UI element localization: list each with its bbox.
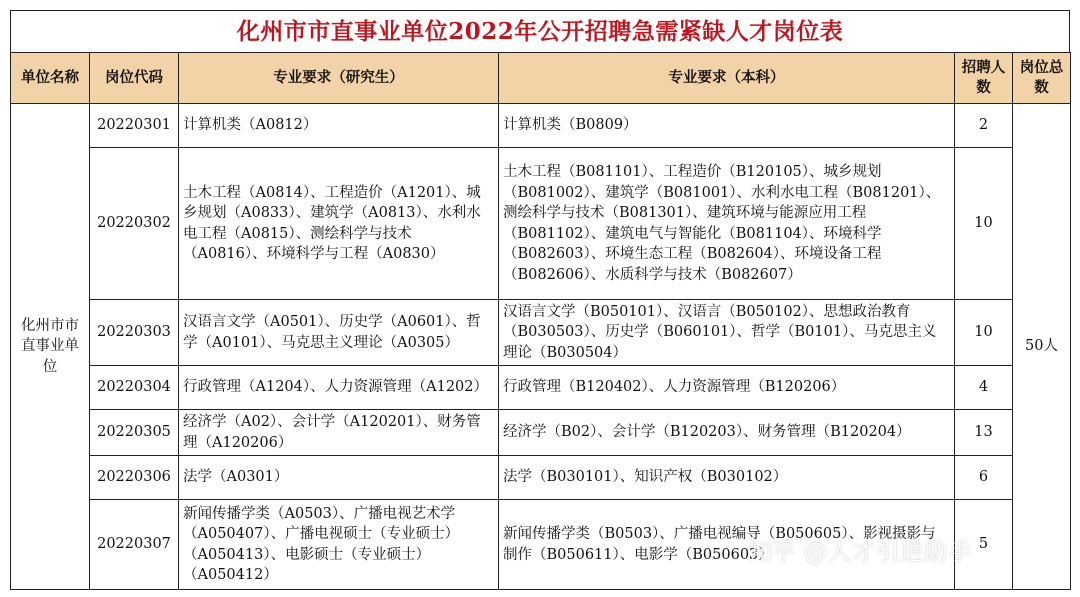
grad-requirement: 汉语言文学（A0501）、历史学（A0601）、哲学（A0101）、马克思主义理论（A0305）: [179, 300, 499, 366]
hire-count: 13: [955, 410, 1013, 456]
undergrad-requirement: 土木工程（B081101）、工程造价（B120105）、城乡规划（B081002）、建筑学（B081001）、水利水电工程（B081201）、测绘科学与技术（B081301）、建筑环境与能源应用工程（B081102）、建筑电气与智能化（B081104）、环境科学（B082603）、环境生态工程（B082604）、环境设备工程（B082606）、水质科学与技术（B082607）: [499, 148, 955, 300]
grad-requirement: 新闻传播学类（A0503）、广播电视艺术学（A050407）、广播电视硕士（专业硕士）（A050413）、电影硕士（专业硕士）（A050412）: [179, 500, 499, 590]
undergrad-requirement: 经济学（B02）、会计学（B120203）、财务管理（B120204）: [499, 410, 955, 456]
table-row: [11, 300, 1071, 366]
grad-requirement: 计算机类（A0812）: [179, 104, 499, 148]
total-positions-cell: 50人: [1013, 104, 1071, 590]
watermark: 知乎 @人才引进助手: [748, 538, 972, 566]
table-row: [11, 500, 1071, 590]
position-code: 20220306: [90, 456, 179, 500]
undergrad-requirement: 新闻传播学类（B0503）、广播电视编导（B050605）、影视摄影与制作（B050611）、电影学（B050603）: [499, 500, 955, 590]
position-code: 20220303: [90, 300, 179, 366]
hire-count: 10: [955, 148, 1013, 300]
position-code: 20220302: [90, 148, 179, 300]
grad-requirement: 法学（A0301）: [179, 456, 499, 500]
table-row: [11, 410, 1071, 456]
undergrad-requirement: 计算机类（B0809）: [499, 104, 955, 148]
table-title: 化州市市直事业单位2022年公开招聘急需紧缺人才岗位表: [10, 10, 1070, 52]
hire-count: 10: [955, 300, 1013, 366]
header-count: 招聘人数: [955, 53, 1013, 104]
table-row: [11, 148, 1071, 300]
grad-requirement: 土木工程（A0814）、工程造价（A1201）、城乡规划（A0833）、建筑学（A0813）、水利水电工程（A0815）、测绘科学与技术（A0816）、环境科学与工程（A0830）: [179, 148, 499, 300]
position-code: 20220305: [90, 410, 179, 456]
header-row: [11, 53, 1071, 104]
undergrad-requirement: 行政管理（B120402）、人力资源管理（B120206）: [499, 366, 955, 410]
undergrad-requirement: 汉语言文学（B050101）、汉语言（B050102）、思想政治教育（B030503）、历史学（B060101）、哲学（B0101）、马克思主义理论（B030504）: [499, 300, 955, 366]
positions-table: [10, 52, 1071, 590]
header-code: 岗位代码: [90, 53, 179, 104]
header-undergrad: 专业要求（本科）: [499, 53, 955, 104]
hire-count: 6: [955, 456, 1013, 500]
header-total: 岗位总数: [1013, 53, 1071, 104]
grad-requirement: 行政管理（A1204）、人力资源管理（A1202）: [179, 366, 499, 410]
grad-requirement: 经济学（A02）、会计学（A120201）、财务管理（A120206）: [179, 410, 499, 456]
hire-count: 5: [955, 500, 1013, 590]
table-row: [11, 456, 1071, 500]
undergrad-requirement: 法学（B030101）、知识产权（B030102）: [499, 456, 955, 500]
hire-count: 2: [955, 104, 1013, 148]
table-row: [11, 104, 1071, 148]
unit-name-cell: 化州市市直事业单位: [11, 104, 90, 590]
hire-count: 4: [955, 366, 1013, 410]
position-code: 20220307: [90, 500, 179, 590]
position-code: 20220304: [90, 366, 179, 410]
header-grad: 专业要求（研究生）: [179, 53, 499, 104]
position-code: 20220301: [90, 104, 179, 148]
table-row: [11, 366, 1071, 410]
header-unit: 单位名称: [11, 53, 90, 104]
